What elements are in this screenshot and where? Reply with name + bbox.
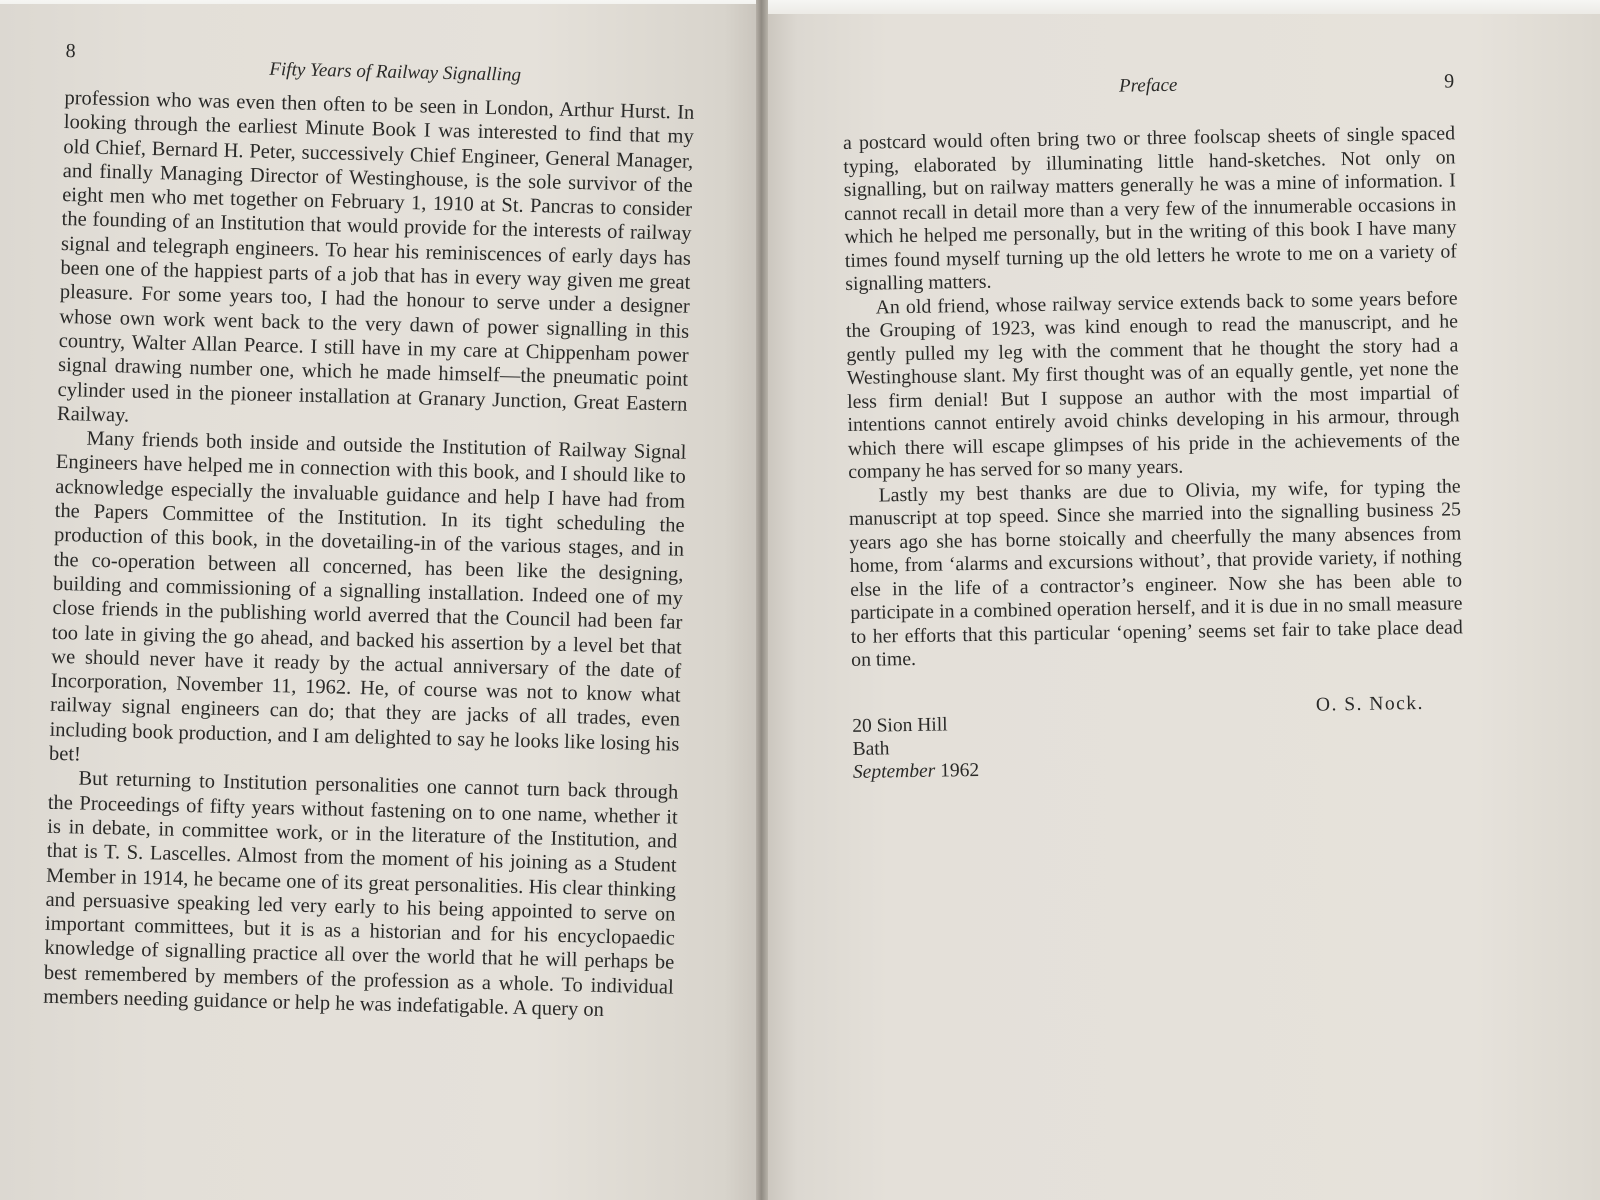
paragraph: Many friends both inside and outside the Institution of Railway Signal Engineers have helped me in connection with this book, and I should like to acknowledge especially the invaluable guidance and help I have had from the Papers Committee of the Institution. In its tight scheduling the production of this book, in the dovetailing-in of the various stages, and in the co-operation between all concerned, has been like the designing, building and commissioning of a signalling installation. Indeed one of my close friends in the publishing world averred that the Council had been far too late in giving the go ahead, and backed his assertion by a level bet that we should never have it ready by the actual anniversary of the date of Incorporation, November 11, 1962. He, of course was not to know what railway signal engineers can do; that they are jacks of all trades, even including book production, and I am delighted to say he looks like losing his bet!: [48, 427, 687, 766]
paragraph: profession who was even then often to be seen in London, Arthur Hurst. In looking through the earliest Minute Book I was interested to find that my old Chief, Bernard H. Peter, successively Chief Engineer, General Manager, and finally Managing Director of Westinghouse, is the sole survivor of the eight men who met together on February 1, 1910 at St. Pancras to consider the founding of an Institution that would provide for the interests of railway signal and telegraph engineers. To hear his reminiscences of early days has been one of the happiest parts of a job that has in every way given me great pleasure. For some years too, I had the honour to serve under a designer whose own work went back to the very dawn of power signalling in this country, Walter Allan Pearce. I still have in my care at Chippenham power signal drawing number one, which he made himself—the pneumatic point cylinder used in the pioneer installation at Granary Junction, Great Eastern Railway.: [56, 86, 695, 427]
left-page-content: [43, 34, 696, 1024]
running-head: Fifty Years of Railway Signalling: [269, 58, 522, 86]
page-number: 9: [1444, 70, 1455, 93]
paragraph: a postcard would often bring two or three foolscap sheets of single spaced typing, elaborated by illuminating little hand-sketches. Not only on signalling, but on railway matters generally he was a mine of information. I cannot recall in detail more than a very few of the innumerable occasions in which he helped me personally, but in the writing of this book I have many times found myself turning up the old letters he wrote to me on a variety of signalling matters.: [842, 122, 1458, 295]
date-month: September: [852, 760, 936, 783]
body-text: [843, 122, 1463, 672]
address-line: Bath: [852, 737, 890, 760]
book-gutter: [756, 0, 768, 1200]
paragraph: But returning to Institution personalities one cannot turn back through the Proceedings of fifty years without fastening on to one name, whether it is in debate, in committee work, or in the literature of the Institution, and that is T. S. Lascelles. Almost from the moment of his joining as a Student Member in 1914, he became one of its great personalities. His clear thinking and persuasive speaking led very early to his being appointed to serve on important committees, but it is as a historian and for his encyclopaedic knowledge of signalling practice all over the world that he will perhaps be best remembered by members of the profession as a whole. To individual members needing guidance or help he was indefatigable. A query on: [43, 767, 679, 1021]
signoff: [852, 691, 1465, 781]
page-number: 8: [65, 39, 76, 63]
date-line: [853, 758, 980, 783]
paragraph: Lastly my best thanks are due to Olivia, my wife, for typing the manuscript at top speed. Since she married into the signalling business 25 years ago she has borne stoically and cheerfully the many absences from home, from ‘alarms and excursions without’, that provide variety, if nothing else in the life of a contractor’s engineer. Now she has been able to participate in a combined operation herself, and it is due in no small measure to her efforts that this particular ‘opening’ seems set fair to take place dead on time.: [848, 474, 1463, 671]
date-year: 1962: [939, 759, 980, 782]
author-signature: O. S. Nock.: [1315, 692, 1425, 716]
right-page-content: [842, 64, 1465, 783]
paragraph: An old friend, whose railway service extends back to some years before the Grouping of 1923, was kind enough to read the manuscript, and he gently pulled my leg with the comment that he thought the story had a Westinghouse slant. My first thought was of an equally gentle, yet none the less firm denial! But I suppose an author with the most impartial of intentions cannot entirely avoid chinks developing in his armour, through which there will escape glimpses of his pride in the achievements of the company he has served for so many years.: [845, 286, 1460, 483]
address-block: [852, 712, 979, 783]
body-text: [43, 86, 695, 1024]
address-line: 20 Sion Hill: [852, 713, 948, 737]
running-head: Preface: [1118, 74, 1178, 97]
